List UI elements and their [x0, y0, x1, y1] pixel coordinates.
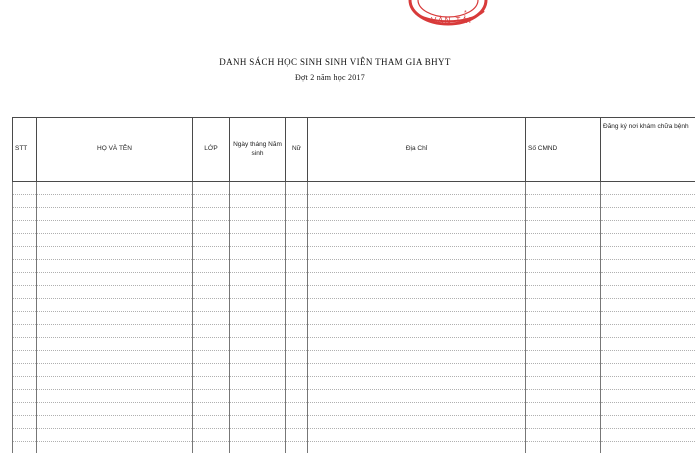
lop-cell[interactable] — [193, 286, 230, 299]
dia-chi-cell[interactable] — [308, 182, 526, 195]
dia-chi-cell[interactable] — [308, 208, 526, 221]
nu-cell[interactable] — [286, 260, 308, 273]
ho-va-ten-cell[interactable] — [37, 390, 193, 403]
nu-cell[interactable] — [286, 208, 308, 221]
lop-cell[interactable] — [193, 195, 230, 208]
dang-ky-cell[interactable] — [601, 182, 696, 195]
ho-va-ten-cell[interactable] — [37, 247, 193, 260]
dang-ky-cell[interactable] — [601, 442, 696, 453]
student-table-area — [12, 117, 695, 453]
dang-ky-cell[interactable] — [601, 195, 696, 208]
ho-va-ten-cell[interactable] — [37, 286, 193, 299]
table-row — [13, 351, 696, 364]
so-cmnd-cell[interactable] — [526, 260, 601, 273]
dang-ky-cell[interactable] — [601, 286, 696, 299]
header-dang-ky-kham: Đăng ký nơi khám chữa bệnh — [601, 118, 696, 182]
dang-ky-cell[interactable] — [601, 429, 696, 442]
stt-cell[interactable] — [13, 208, 37, 221]
ho-va-ten-cell[interactable] — [37, 208, 193, 221]
ho-va-ten-cell[interactable] — [37, 364, 193, 377]
dang-ky-cell[interactable] — [601, 234, 696, 247]
ngay-sinh-cell[interactable] — [230, 338, 286, 351]
so-cmnd-cell[interactable] — [526, 325, 601, 338]
table-row — [13, 286, 696, 299]
dia-chi-cell[interactable] — [308, 442, 526, 453]
ngay-sinh-cell[interactable] — [230, 325, 286, 338]
dia-chi-cell[interactable] — [308, 221, 526, 234]
nu-cell[interactable] — [286, 286, 308, 299]
ngay-sinh-cell[interactable] — [230, 312, 286, 325]
ho-va-ten-cell[interactable] — [37, 195, 193, 208]
header-nu: Nữ — [286, 118, 308, 182]
ngay-sinh-cell[interactable] — [230, 208, 286, 221]
ho-va-ten-cell[interactable] — [37, 221, 193, 234]
lop-cell[interactable] — [193, 299, 230, 312]
so-cmnd-cell[interactable] — [526, 364, 601, 377]
table-row — [13, 299, 696, 312]
lop-cell[interactable] — [193, 429, 230, 442]
table-row — [13, 208, 696, 221]
ho-va-ten-cell[interactable] — [37, 234, 193, 247]
ngay-sinh-cell[interactable] — [230, 247, 286, 260]
ngay-sinh-cell[interactable] — [230, 390, 286, 403]
header-ngay-sinh: Ngày tháng Năm sinh — [230, 118, 286, 182]
ho-va-ten-cell[interactable] — [37, 182, 193, 195]
dang-ky-cell[interactable] — [601, 299, 696, 312]
ho-va-ten-cell[interactable] — [37, 416, 193, 429]
so-cmnd-cell[interactable] — [526, 338, 601, 351]
table-header-row — [13, 118, 696, 182]
ho-va-ten-cell[interactable] — [37, 273, 193, 286]
lop-cell[interactable] — [193, 208, 230, 221]
ho-va-ten-cell[interactable] — [37, 325, 193, 338]
lop-cell[interactable] — [193, 377, 230, 390]
so-cmnd-cell[interactable] — [526, 208, 601, 221]
ngay-sinh-cell[interactable] — [230, 442, 286, 453]
nu-cell[interactable] — [286, 221, 308, 234]
table-row — [13, 273, 696, 286]
dia-chi-cell[interactable] — [308, 299, 526, 312]
ngay-sinh-cell[interactable] — [230, 273, 286, 286]
ngay-sinh-cell[interactable] — [230, 299, 286, 312]
dia-chi-cell[interactable] — [308, 351, 526, 364]
ngay-sinh-cell[interactable] — [230, 221, 286, 234]
dia-chi-cell[interactable] — [308, 195, 526, 208]
table-row — [13, 312, 696, 325]
nu-cell[interactable] — [286, 325, 308, 338]
nu-cell[interactable] — [286, 247, 308, 260]
stt-cell[interactable] — [13, 351, 37, 364]
nu-cell[interactable] — [286, 312, 308, 325]
dia-chi-cell[interactable] — [308, 260, 526, 273]
ho-va-ten-cell[interactable] — [37, 377, 193, 390]
dang-ky-cell[interactable] — [601, 364, 696, 377]
table-row — [13, 364, 696, 377]
nu-cell[interactable] — [286, 364, 308, 377]
lop-cell[interactable] — [193, 390, 230, 403]
document-subtitle: Đợt 2 năm học 2017 — [0, 73, 660, 82]
document-title: DANH SÁCH HỌC SINH SINH VIÊN THAM GIA BHYT — [0, 57, 670, 67]
so-cmnd-cell[interactable] — [526, 351, 601, 364]
ho-va-ten-cell[interactable] — [37, 403, 193, 416]
table-row — [13, 325, 696, 338]
dang-ky-cell[interactable] — [601, 208, 696, 221]
dia-chi-cell[interactable] — [308, 338, 526, 351]
nu-cell[interactable] — [286, 377, 308, 390]
lop-cell[interactable] — [193, 182, 230, 195]
so-cmnd-cell[interactable] — [526, 195, 601, 208]
ho-va-ten-cell[interactable] — [37, 429, 193, 442]
stt-cell[interactable] — [13, 273, 37, 286]
dang-ky-cell[interactable] — [601, 221, 696, 234]
ho-va-ten-cell[interactable] — [37, 351, 193, 364]
nu-cell[interactable] — [286, 273, 308, 286]
stt-cell[interactable] — [13, 299, 37, 312]
nu-cell[interactable] — [286, 338, 308, 351]
so-cmnd-cell[interactable] — [526, 429, 601, 442]
stt-cell[interactable] — [13, 286, 37, 299]
so-cmnd-cell[interactable] — [526, 416, 601, 429]
lop-cell[interactable] — [193, 273, 230, 286]
dang-ky-cell[interactable] — [601, 338, 696, 351]
stt-cell[interactable] — [13, 377, 37, 390]
stt-cell[interactable] — [13, 416, 37, 429]
so-cmnd-cell[interactable] — [526, 273, 601, 286]
ho-va-ten-cell[interactable] — [37, 312, 193, 325]
ho-va-ten-cell[interactable] — [37, 299, 193, 312]
nu-cell[interactable] — [286, 403, 308, 416]
so-cmnd-cell[interactable] — [526, 312, 601, 325]
dia-chi-cell[interactable] — [308, 234, 526, 247]
dang-ky-cell[interactable] — [601, 260, 696, 273]
dia-chi-cell[interactable] — [308, 429, 526, 442]
stt-cell[interactable] — [13, 338, 37, 351]
ngay-sinh-cell[interactable] — [230, 403, 286, 416]
dia-chi-cell[interactable] — [308, 390, 526, 403]
dia-chi-cell[interactable] — [308, 273, 526, 286]
dia-chi-cell[interactable] — [308, 286, 526, 299]
lop-cell[interactable] — [193, 325, 230, 338]
nu-cell[interactable] — [286, 234, 308, 247]
lop-cell[interactable] — [193, 364, 230, 377]
dang-ky-cell[interactable] — [601, 312, 696, 325]
stt-cell[interactable] — [13, 390, 37, 403]
dia-chi-cell[interactable] — [308, 325, 526, 338]
table-row — [13, 403, 696, 416]
ngay-sinh-cell[interactable] — [230, 195, 286, 208]
lop-cell[interactable] — [193, 234, 230, 247]
nu-cell[interactable] — [286, 442, 308, 453]
nu-cell[interactable] — [286, 299, 308, 312]
lop-cell[interactable] — [193, 351, 230, 364]
dang-ky-cell[interactable] — [601, 351, 696, 364]
lop-cell[interactable] — [193, 247, 230, 260]
so-cmnd-cell[interactable] — [526, 377, 601, 390]
stt-cell[interactable] — [13, 403, 37, 416]
student-bhyt-table — [12, 117, 695, 453]
dang-ky-cell[interactable] — [601, 273, 696, 286]
table-row — [13, 234, 696, 247]
ngay-sinh-cell[interactable] — [230, 182, 286, 195]
nu-cell[interactable] — [286, 390, 308, 403]
stt-cell[interactable] — [13, 442, 37, 453]
lop-cell[interactable] — [193, 260, 230, 273]
so-cmnd-cell[interactable] — [526, 182, 601, 195]
dang-ky-cell[interactable] — [601, 390, 696, 403]
stt-cell[interactable] — [13, 182, 37, 195]
table-row — [13, 260, 696, 273]
lop-cell[interactable] — [193, 221, 230, 234]
stt-cell[interactable] — [13, 429, 37, 442]
dang-ky-cell[interactable] — [601, 416, 696, 429]
stt-cell[interactable] — [13, 247, 37, 260]
nu-cell[interactable] — [286, 416, 308, 429]
svg-text:*: * — [464, 10, 467, 17]
stt-cell[interactable] — [13, 221, 37, 234]
ngay-sinh-cell[interactable] — [230, 260, 286, 273]
dia-chi-cell[interactable] — [308, 247, 526, 260]
table-row — [13, 390, 696, 403]
ngay-sinh-cell[interactable] — [230, 416, 286, 429]
so-cmnd-cell[interactable] — [526, 299, 601, 312]
nu-cell[interactable] — [286, 182, 308, 195]
table-row — [13, 182, 696, 195]
stt-cell[interactable] — [13, 234, 37, 247]
so-cmnd-cell[interactable] — [526, 234, 601, 247]
table-row — [13, 429, 696, 442]
so-cmnd-cell[interactable] — [526, 390, 601, 403]
ngay-sinh-cell[interactable] — [230, 429, 286, 442]
table-row — [13, 221, 696, 234]
nu-cell[interactable] — [286, 429, 308, 442]
dia-chi-cell[interactable] — [308, 416, 526, 429]
ngay-sinh-cell[interactable] — [230, 234, 286, 247]
header-so-cmnd: Số CMND — [526, 118, 601, 182]
dang-ky-cell[interactable] — [601, 403, 696, 416]
header-stt: STT — [13, 118, 37, 182]
table-row — [13, 377, 696, 390]
table-row — [13, 338, 696, 351]
so-cmnd-cell[interactable] — [526, 221, 601, 234]
red-seal-stamp — [398, 0, 502, 36]
lop-cell[interactable] — [193, 338, 230, 351]
table-row — [13, 416, 696, 429]
lop-cell[interactable] — [193, 403, 230, 416]
ho-va-ten-cell[interactable] — [37, 442, 193, 453]
dia-chi-cell[interactable] — [308, 364, 526, 377]
so-cmnd-cell[interactable] — [526, 286, 601, 299]
ngay-sinh-cell[interactable] — [230, 286, 286, 299]
ngay-sinh-cell[interactable] — [230, 364, 286, 377]
table-row — [13, 442, 696, 453]
header-dia-chi: Địa Chỉ — [308, 118, 526, 182]
so-cmnd-cell[interactable] — [526, 247, 601, 260]
stt-cell[interactable] — [13, 195, 37, 208]
dia-chi-cell[interactable] — [308, 377, 526, 390]
dang-ky-cell[interactable] — [601, 247, 696, 260]
dang-ky-cell[interactable] — [601, 325, 696, 338]
so-cmnd-cell[interactable] — [526, 442, 601, 453]
nu-cell[interactable] — [286, 351, 308, 364]
so-cmnd-cell[interactable] — [526, 403, 601, 416]
nu-cell[interactable] — [286, 195, 308, 208]
table-row — [13, 195, 696, 208]
ngay-sinh-cell[interactable] — [230, 351, 286, 364]
ngay-sinh-cell[interactable] — [230, 377, 286, 390]
stt-cell[interactable] — [13, 312, 37, 325]
table-row — [13, 247, 696, 260]
table-body — [13, 182, 696, 453]
stt-cell[interactable] — [13, 260, 37, 273]
header-ho-va-ten: HỌ VÀ TÊN — [37, 118, 193, 182]
dia-chi-cell[interactable] — [308, 312, 526, 325]
header-lop: LỚP — [193, 118, 230, 182]
stt-cell[interactable] — [13, 325, 37, 338]
ho-va-ten-cell[interactable] — [37, 260, 193, 273]
svg-text:VẬN TẢI: VẬN TẢI — [431, 16, 472, 25]
lop-cell[interactable] — [193, 312, 230, 325]
ho-va-ten-cell[interactable] — [37, 338, 193, 351]
lop-cell[interactable] — [193, 442, 230, 453]
dia-chi-cell[interactable] — [308, 403, 526, 416]
dang-ky-cell[interactable] — [601, 377, 696, 390]
lop-cell[interactable] — [193, 416, 230, 429]
stt-cell[interactable] — [13, 364, 37, 377]
